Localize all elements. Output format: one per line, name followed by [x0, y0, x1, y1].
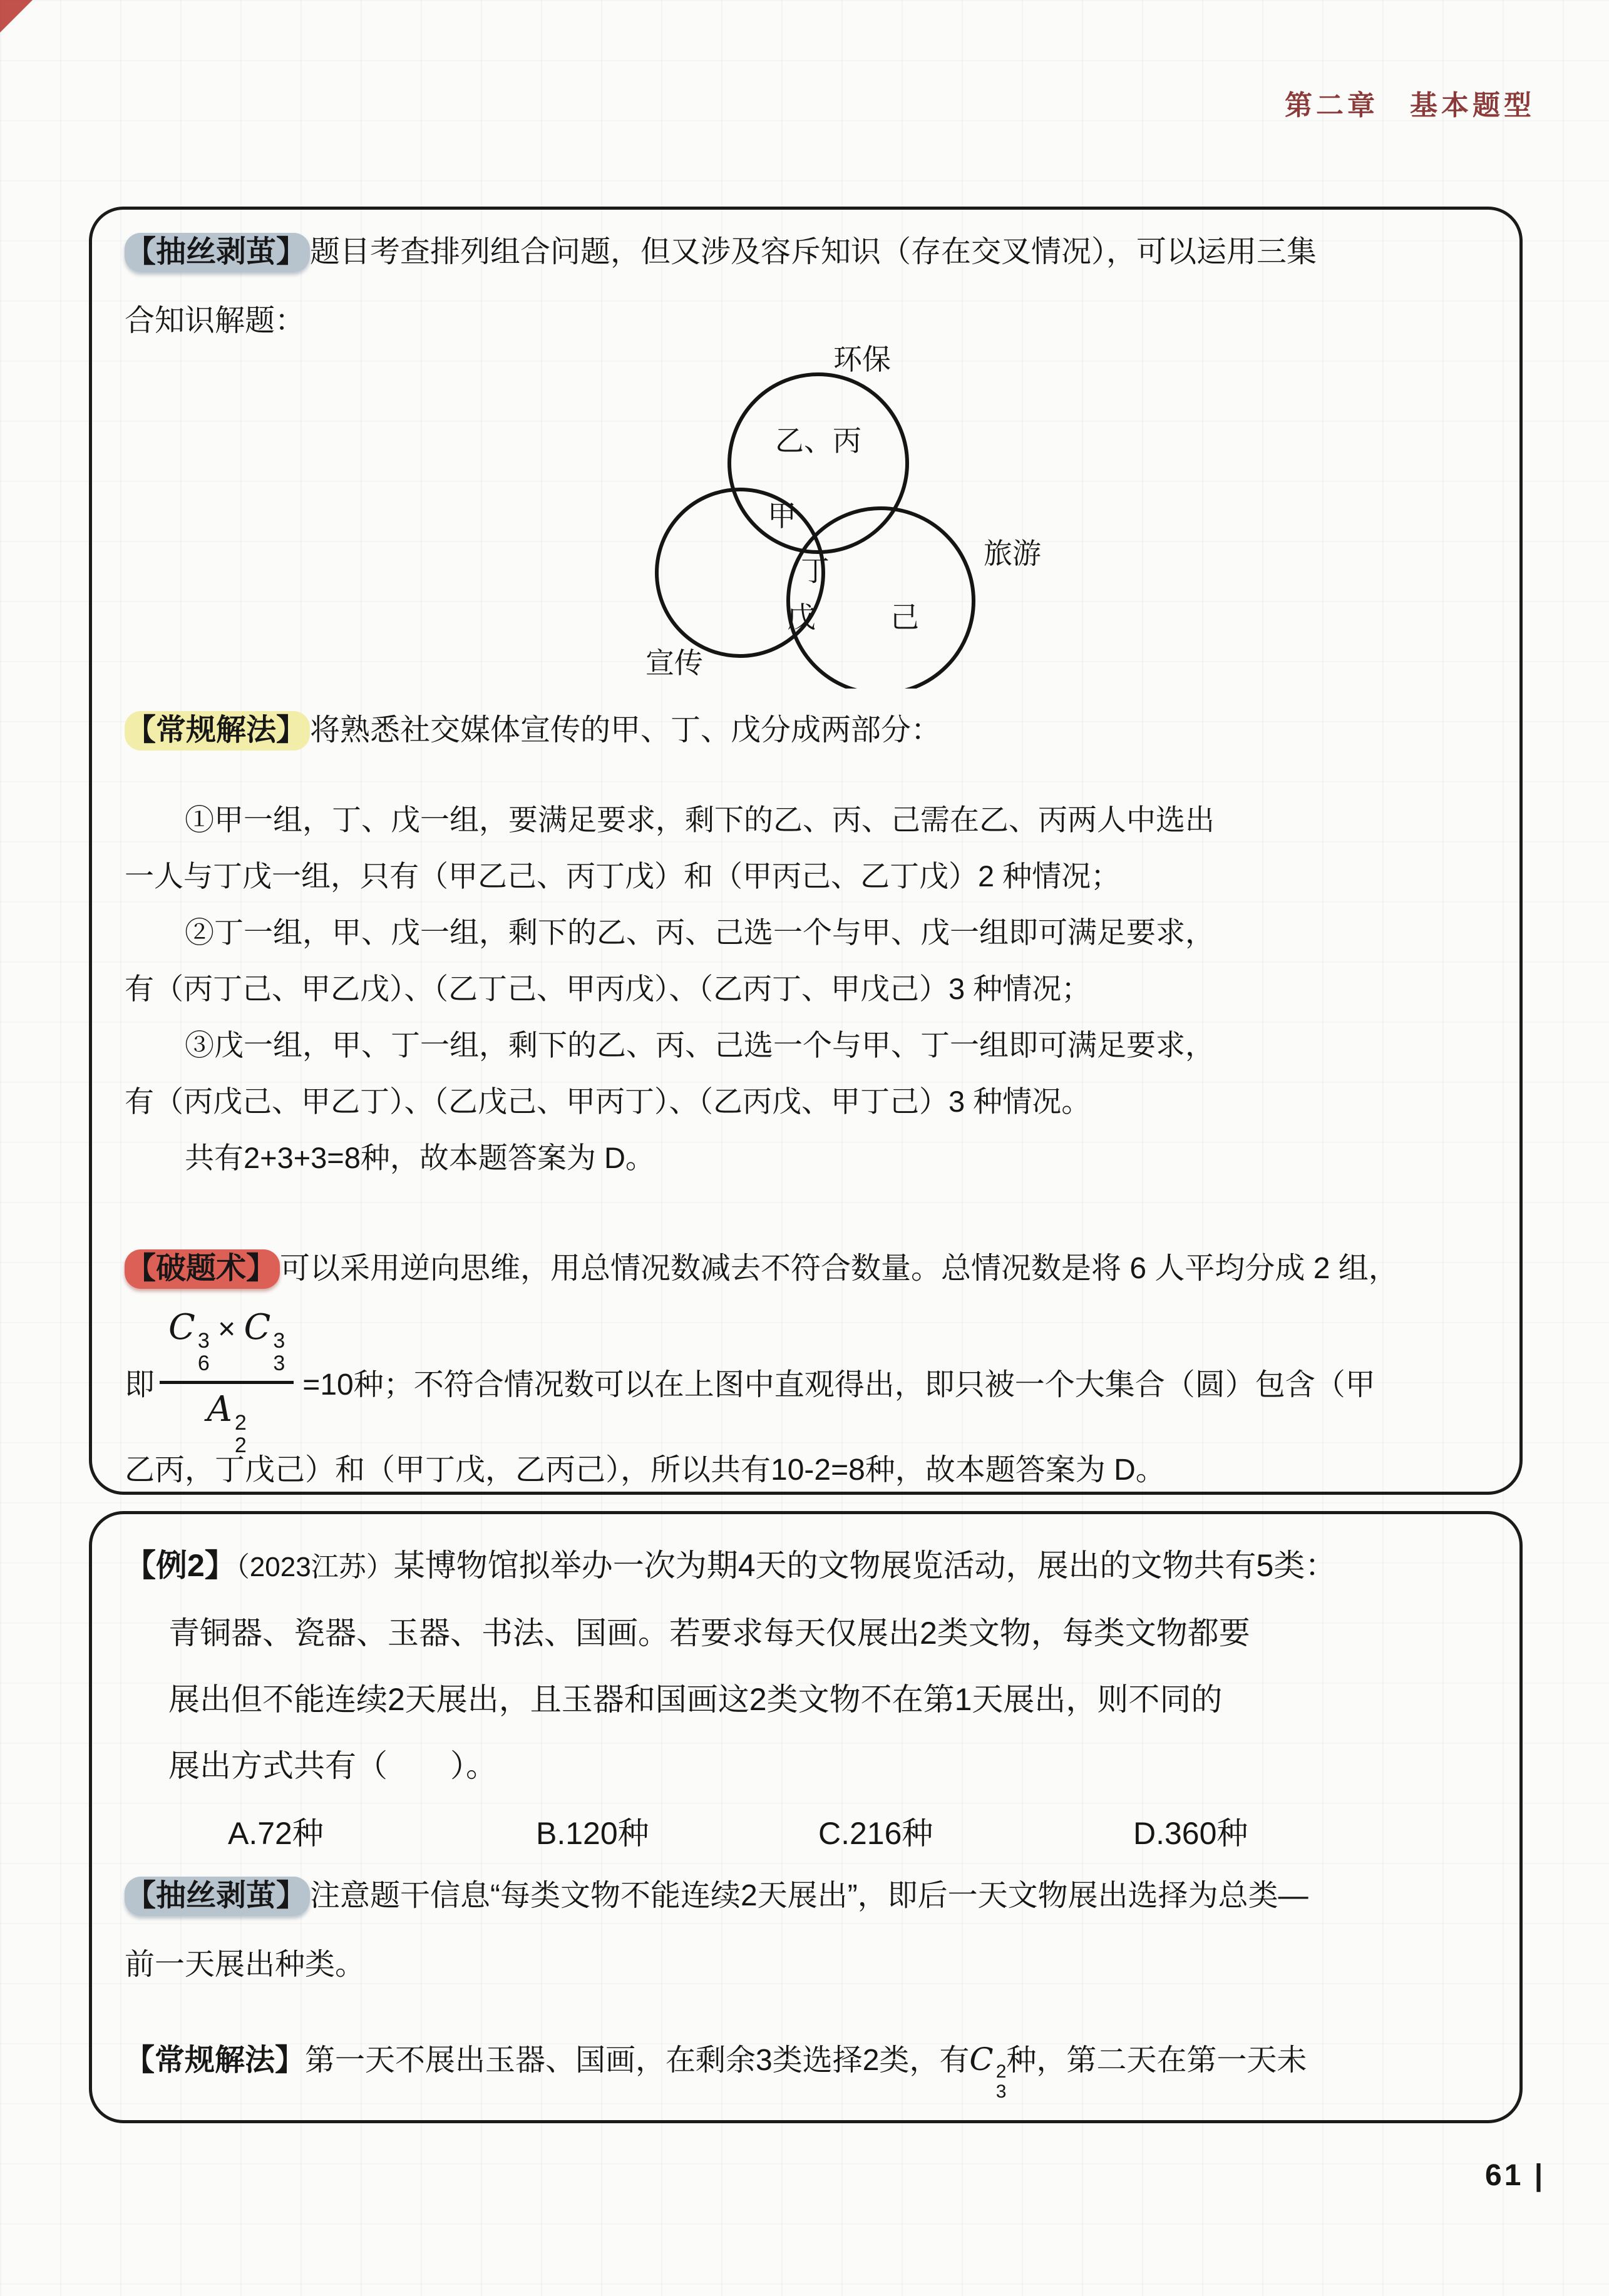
- step-line: 一人与丁戊一组，只有（甲乙己、丙丁戊）和（甲丙己、乙丁戊）2 种情况；: [125, 859, 1121, 893]
- example-2-box: [89, 1511, 1523, 2123]
- example-method-line: [125, 2039, 1307, 2102]
- math-c1: C 3 6: [168, 1306, 210, 1375]
- trick-text-1: 可以采用逆向思维，用总情况数减去不符合数量。总情况数是将 6 人平均分成 2 组，: [280, 1252, 1399, 1285]
- venn-overlap-pub-travel-upper: 丁: [801, 555, 830, 587]
- venn-label-travel: 旅游: [984, 537, 1041, 570]
- method-tag: 【常规解法】: [125, 711, 310, 751]
- venn-label-environment: 环保: [833, 343, 891, 376]
- problem-line-4: 展出方式共有（ ）。: [168, 1748, 497, 1783]
- a-subscript: 2: [234, 1433, 247, 1457]
- step-line: ①甲一组，丁、戊一组，要满足要求，剩下的乙、丙、己需在乙、丙两人中选出: [185, 803, 1215, 836]
- combination-formula-line: [125, 1306, 1375, 1457]
- example-analysis-line-2: 前一天展出种类。: [125, 1948, 366, 1981]
- analysis-intro-text: 题目考查排列组合问题，但又涉及容斥知识（存在交叉情况），可以运用三集: [310, 235, 1317, 269]
- step-line: ③戊一组，甲、丁一组，剩下的乙、丙、己选一个与甲、丁一组即可满足要求，: [185, 1028, 1215, 1062]
- solution-steps: [125, 792, 1215, 1186]
- venn-set-environment-members: 乙、丙: [775, 424, 861, 457]
- c2-subscript: 3: [273, 1351, 285, 1375]
- chapter-header: 第二章 基本题型: [1285, 90, 1535, 121]
- analysis-intro-line-1: [125, 232, 1317, 273]
- solution-box: [89, 207, 1523, 1495]
- formula-result-text: =10种；不符合情况数可以在上图中直观得出，即只被一个大集合（圆）包含（甲: [302, 1368, 1375, 1402]
- math-c2: C 3 3: [244, 1306, 285, 1375]
- example-tag: 【例2】: [125, 1548, 236, 1583]
- trick-line-3: 乙丙，丁戊己）和（甲丁戊，乙丙己），所以共有10-2=8种，故本题答案为 D。: [125, 1453, 1166, 1487]
- example-analysis-line-1: [125, 1876, 1308, 1917]
- step-line: 有（丙戊己、甲乙丁）、（乙戊己、甲丙丁）、（乙丙戊、甲丁己）3 种情况。: [125, 1085, 1091, 1118]
- example-title-line: [125, 1540, 1336, 1586]
- c3-subscript: 3: [995, 2081, 1007, 2102]
- option-c: C.216种: [818, 1816, 933, 1851]
- example-method-before: 第一天不展出玉器、国画，在剩余3类选择2类，有: [305, 2044, 970, 2077]
- problem-line-3: 展出但不能连续2天展出，且玉器和国画这2类文物不在第1天展出，则不同的: [168, 1682, 1223, 1717]
- method-intro-line: [125, 710, 941, 751]
- trick-tag: 【破题术】: [125, 1249, 280, 1289]
- example-analysis-tag: 【抽丝剥茧】: [125, 1877, 310, 1916]
- option-b: B.120种: [536, 1816, 649, 1851]
- option-d: D.360种: [1133, 1816, 1248, 1851]
- page-number: 61 |: [1485, 2159, 1546, 2192]
- math-a: A 2 2: [207, 1388, 247, 1457]
- formula-fraction: [160, 1307, 294, 1457]
- method-intro-text: 将熟悉社交媒体宣传的甲、丁、戊分成两部分：: [310, 714, 942, 747]
- step-line: 有（丙丁己、甲乙戊）、（乙丁己、甲丙戊）、（乙丙丁、甲戊己）3 种情况；: [125, 972, 1091, 1005]
- venn-overlap-env-publicity: 甲: [768, 500, 796, 532]
- step-conclusion: 共有2+3+3=8种，故本题答案为 D。: [185, 1141, 655, 1174]
- math-c3: C 2 3: [969, 2041, 1007, 2102]
- example-method-after: 种，第二天在第一天未: [1006, 2044, 1307, 2077]
- analysis-tag: 【抽丝剥茧】: [125, 233, 310, 272]
- c1-subscript: 6: [197, 1351, 210, 1375]
- problem-line-1: 某博物馆拟举办一次为期4天的文物展览活动，展出的文物共有5类：: [393, 1548, 1337, 1583]
- c3-superscript: 2: [995, 2061, 1007, 2082]
- venn-circle-environment: [729, 374, 907, 552]
- c2-superscript: 3: [273, 1328, 285, 1353]
- a-superscript: 2: [234, 1410, 247, 1435]
- fraction-numerator: [160, 1307, 294, 1384]
- venn-diagram: [612, 338, 1050, 689]
- venn-circle-travel: [788, 508, 974, 689]
- option-a: A.72种: [228, 1816, 324, 1851]
- answer-options-row: [125, 1808, 1477, 1852]
- venn-overlap-pub-travel-lower: 戊: [787, 601, 816, 633]
- step-line: ②丁一组，甲、戊一组，剩下的乙、丙、己选一个与甲、戊一组即可满足要求，: [185, 916, 1215, 949]
- example-source: （2023江苏）: [235, 1552, 394, 1582]
- problem-line-2: 青铜器、瓷器、玉器、书法、国画。若要求每天仅展出2类文物，每类文物都要: [168, 1616, 1250, 1651]
- analysis-intro-line-2: 合知识解题：: [125, 304, 306, 337]
- venn-set-travel-member: 己: [890, 601, 919, 633]
- example-method-tag: 【常规解法】: [125, 2044, 306, 2077]
- venn-label-publicity: 宣传: [645, 647, 703, 679]
- multiply-sign: ×: [218, 1312, 236, 1346]
- trick-line-1: [125, 1249, 1399, 1289]
- c1-superscript: 3: [197, 1328, 210, 1353]
- fraction-denominator: [160, 1384, 294, 1457]
- formula-prefix: 即: [125, 1368, 155, 1402]
- example-analysis-text: 注意题干信息“每类文物不能连续2天展出”，即后一天文物展出选择为总类—: [310, 1879, 1308, 1912]
- page-corner-mark: [0, 0, 33, 33]
